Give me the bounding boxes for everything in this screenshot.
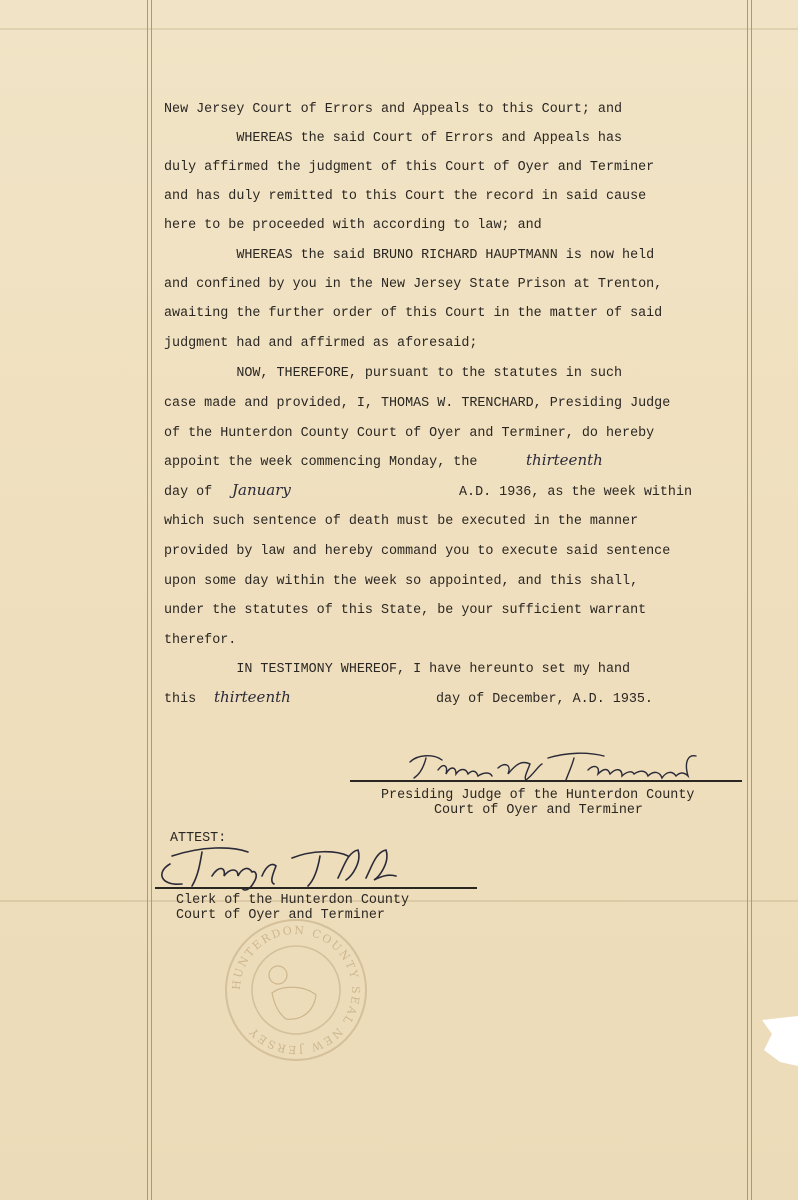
svg-text:HUNTERDON COUNTY SEAL NEW JERS [230,924,362,1056]
handwritten-month: January [232,481,291,499]
seal-text: HUNTERDON COUNTY SEAL NEW JERSEY [229,923,363,1057]
text-line: case made and provided, I, THOMAS W. TRENCHARD, Presiding Judge [164,396,671,411]
clerk-signature-line [155,887,477,889]
this-label: this [164,692,197,707]
judge-signature [398,748,728,784]
judge-title-line: Court of Oyer and Terminer [434,803,643,818]
appoint-line: appoint the week commencing Monday, the [164,455,478,470]
year-phrase: A.D. 1936, as the week within [459,485,693,500]
text-line: here to be proceeded with according to law; and [164,218,542,233]
judge-signature-line [350,780,742,782]
text-line: duly affirmed the judgment of this Court of Oyer and Terminer [164,160,655,175]
text-line: under the statutes of this State, be your sufficient warrant [164,603,647,618]
torn-edge [742,1010,798,1070]
text-line: therefor. [164,633,237,648]
text-line: judgment had and affirmed as aforesaid; [164,336,478,351]
text-line: WHEREAS the said Court of Errors and Appeals has [164,131,623,146]
clerk-signature [152,842,452,892]
left-margin-line [151,0,152,1200]
handwritten-signing-day: thirteenth [214,688,291,706]
testimony-line: IN TESTIMONY WHEREOF, I have hereunto set my hand [164,662,631,677]
text-line: awaiting the further order of this Court in the matter of said [164,306,663,321]
text-line: provided by law and hereby command you to execute said sentence [164,544,671,559]
text-line: New Jersey Court of Errors and Appeals to this Court; and [164,102,623,117]
judge-title-line: Presiding Judge of the Hunterdon County [381,788,695,803]
attest-label: ATTEST: [170,831,227,846]
text-line: WHEREAS the said BRUNO RICHARD HAUPTMANN is now held [164,248,655,263]
day-of-label: day of [164,485,213,500]
left-margin-line [147,0,148,1200]
text-line: of the Hunterdon County Court of Oyer and Terminer, do hereby [164,426,655,441]
text-line: which such sentence of death must be executed in the manner [164,514,639,529]
county-seal [222,915,370,1065]
clerk-title-line: Court of Oyer and Terminer [176,908,385,923]
text-line: NOW, THEREFORE, pursuant to the statutes in such [164,366,623,381]
text-line: and has duly remitted to this Court the record in said cause [164,189,647,204]
text-line: and confined by you in the New Jersey State Prison at Trenton, [164,277,663,292]
handwritten-day: thirteenth [526,451,603,469]
paper-fold [0,28,798,30]
signing-date: day of December, A.D. 1935. [436,692,653,707]
clerk-title-line: Clerk of the Hunterdon County [176,893,410,908]
text-line: upon some day within the week so appointed, and this shall, [164,574,639,589]
